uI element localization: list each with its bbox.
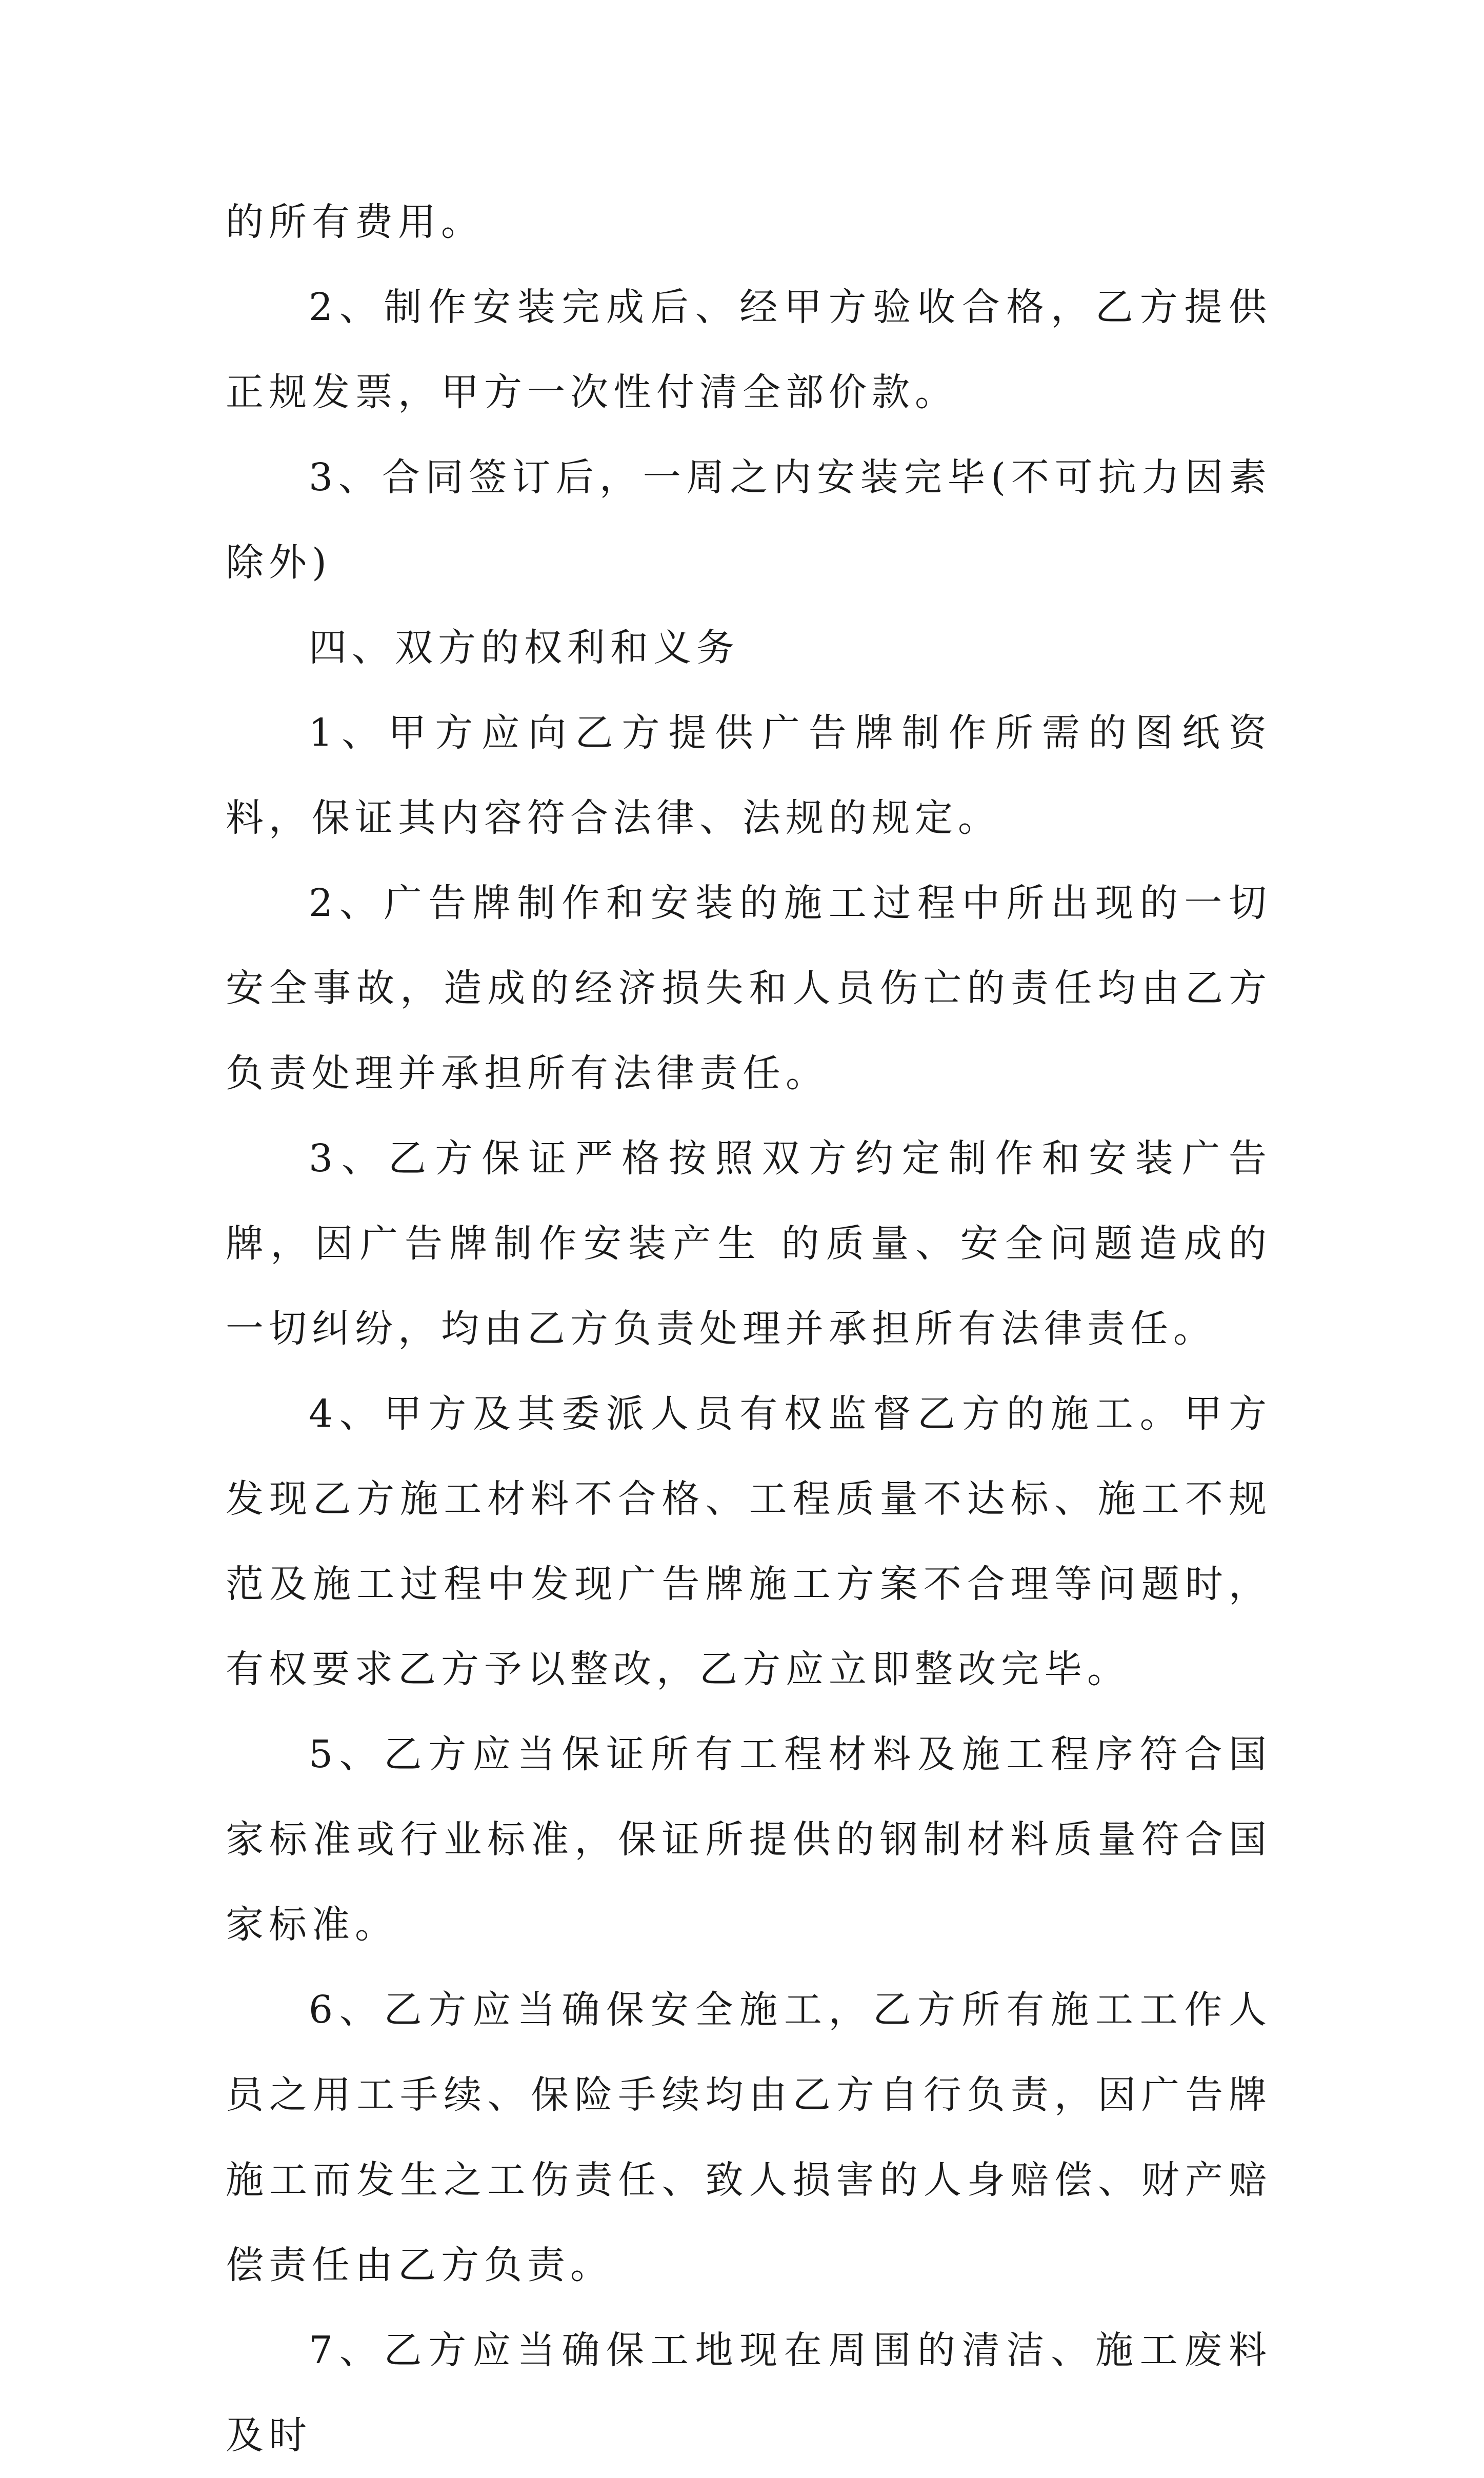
clause-4-3: 3、乙方保证严格按照双方约定制作和安装广告牌，因广告牌制作安装产生 的质量、安全问题造成的一切纠纷，均由乙方负责处理并承担所有法律责任。 — [226, 1136, 1272, 1351]
contract-body — [226, 179, 1272, 2478]
clause-4-5: 5、乙方应当保证所有工程材料及施工程序符合国家标准或行业标准，保证所提供的钢制材料质量符合国家标准。 — [226, 1732, 1272, 1947]
clause-3-3: 3、合同签订后，一周之内安装完毕(不可抗力因素除外) — [226, 455, 1272, 585]
clause-4-7: 7、乙方应当确保工地现在周围的清洁、施工废料及时 — [226, 2328, 1272, 2457]
clause-4-2: 2、广告牌制作和安装的施工过程中所出现的一切安全事故，造成的经济损失和人员伤亡的责任均由乙方负责处理并承担所有法律责任。 — [226, 881, 1272, 1095]
section-heading-rights-obligations: 四、双方的权利和义务 — [309, 626, 739, 670]
clause-4-1: 1、甲方应向乙方提供广告牌制作所需的图纸资料，保证其内容符合法律、法规的规定。 — [226, 711, 1272, 840]
clause-4-6: 6、乙方应当确保安全施工，乙方所有施工工作人员之用工手续、保险手续均由乙方自行负责，因广告牌施工而发生之工伤责任、致人损害的人身赔偿、财产赔偿责任由乙方负责。 — [226, 1988, 1272, 2287]
clause-4-4: 4、甲方及其委派人员有权监督乙方的施工。甲方发现乙方施工材料不合格、工程质量不达标、施工不规范及施工过程中发现广告牌施工方案不合理等问题时，有权要求乙方予以整改，乙方应立即整改完毕。 — [226, 1392, 1272, 1691]
clause-3-2: 2、制作安装完成后、经甲方验收合格，乙方提供正规发票，甲方一次性付清全部价款。 — [226, 285, 1272, 414]
paragraph-continuation: 的所有费用。 — [226, 200, 484, 244]
